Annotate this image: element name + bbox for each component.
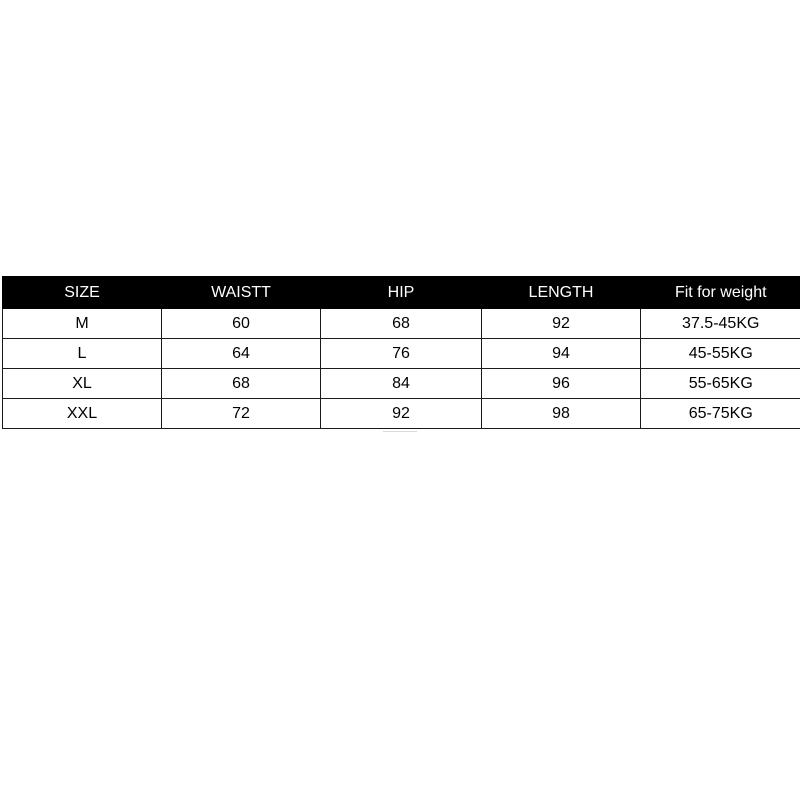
table-row: [3, 339, 800, 369]
header-hip: HIP: [321, 277, 482, 309]
cell-hip: 92: [321, 399, 482, 429]
cell-fit-for-weight: 55-65KG: [641, 369, 800, 399]
cell-waist: 72: [162, 399, 321, 429]
cell-hip: 76: [321, 339, 482, 369]
cell-waist: 68: [162, 369, 321, 399]
table-row: [3, 309, 800, 339]
header-waist: WAISTT: [162, 277, 321, 309]
cell-length: 94: [482, 339, 641, 369]
cell-waist: 64: [162, 339, 321, 369]
cell-waist: 60: [162, 309, 321, 339]
header-length: LENGTH: [482, 277, 641, 309]
cell-hip: 84: [321, 369, 482, 399]
table-row: [3, 369, 800, 399]
cell-fit-for-weight: 45-55KG: [641, 339, 800, 369]
divider-artifact: [383, 431, 417, 432]
cell-fit-for-weight: 37.5-45KG: [641, 309, 800, 339]
table-header-row: [3, 277, 800, 309]
header-fit-for-weight: Fit for weight: [641, 277, 800, 309]
cell-hip: 68: [321, 309, 482, 339]
cell-fit-for-weight: 65-75KG: [641, 399, 800, 429]
cell-length: 98: [482, 399, 641, 429]
cell-size: XXL: [3, 399, 162, 429]
cell-length: 96: [482, 369, 641, 399]
cell-size: M: [3, 309, 162, 339]
size-chart-table: [2, 276, 800, 429]
cell-length: 92: [482, 309, 641, 339]
header-size: SIZE: [3, 277, 162, 309]
cell-size: XL: [3, 369, 162, 399]
table-row: [3, 399, 800, 429]
cell-size: L: [3, 339, 162, 369]
